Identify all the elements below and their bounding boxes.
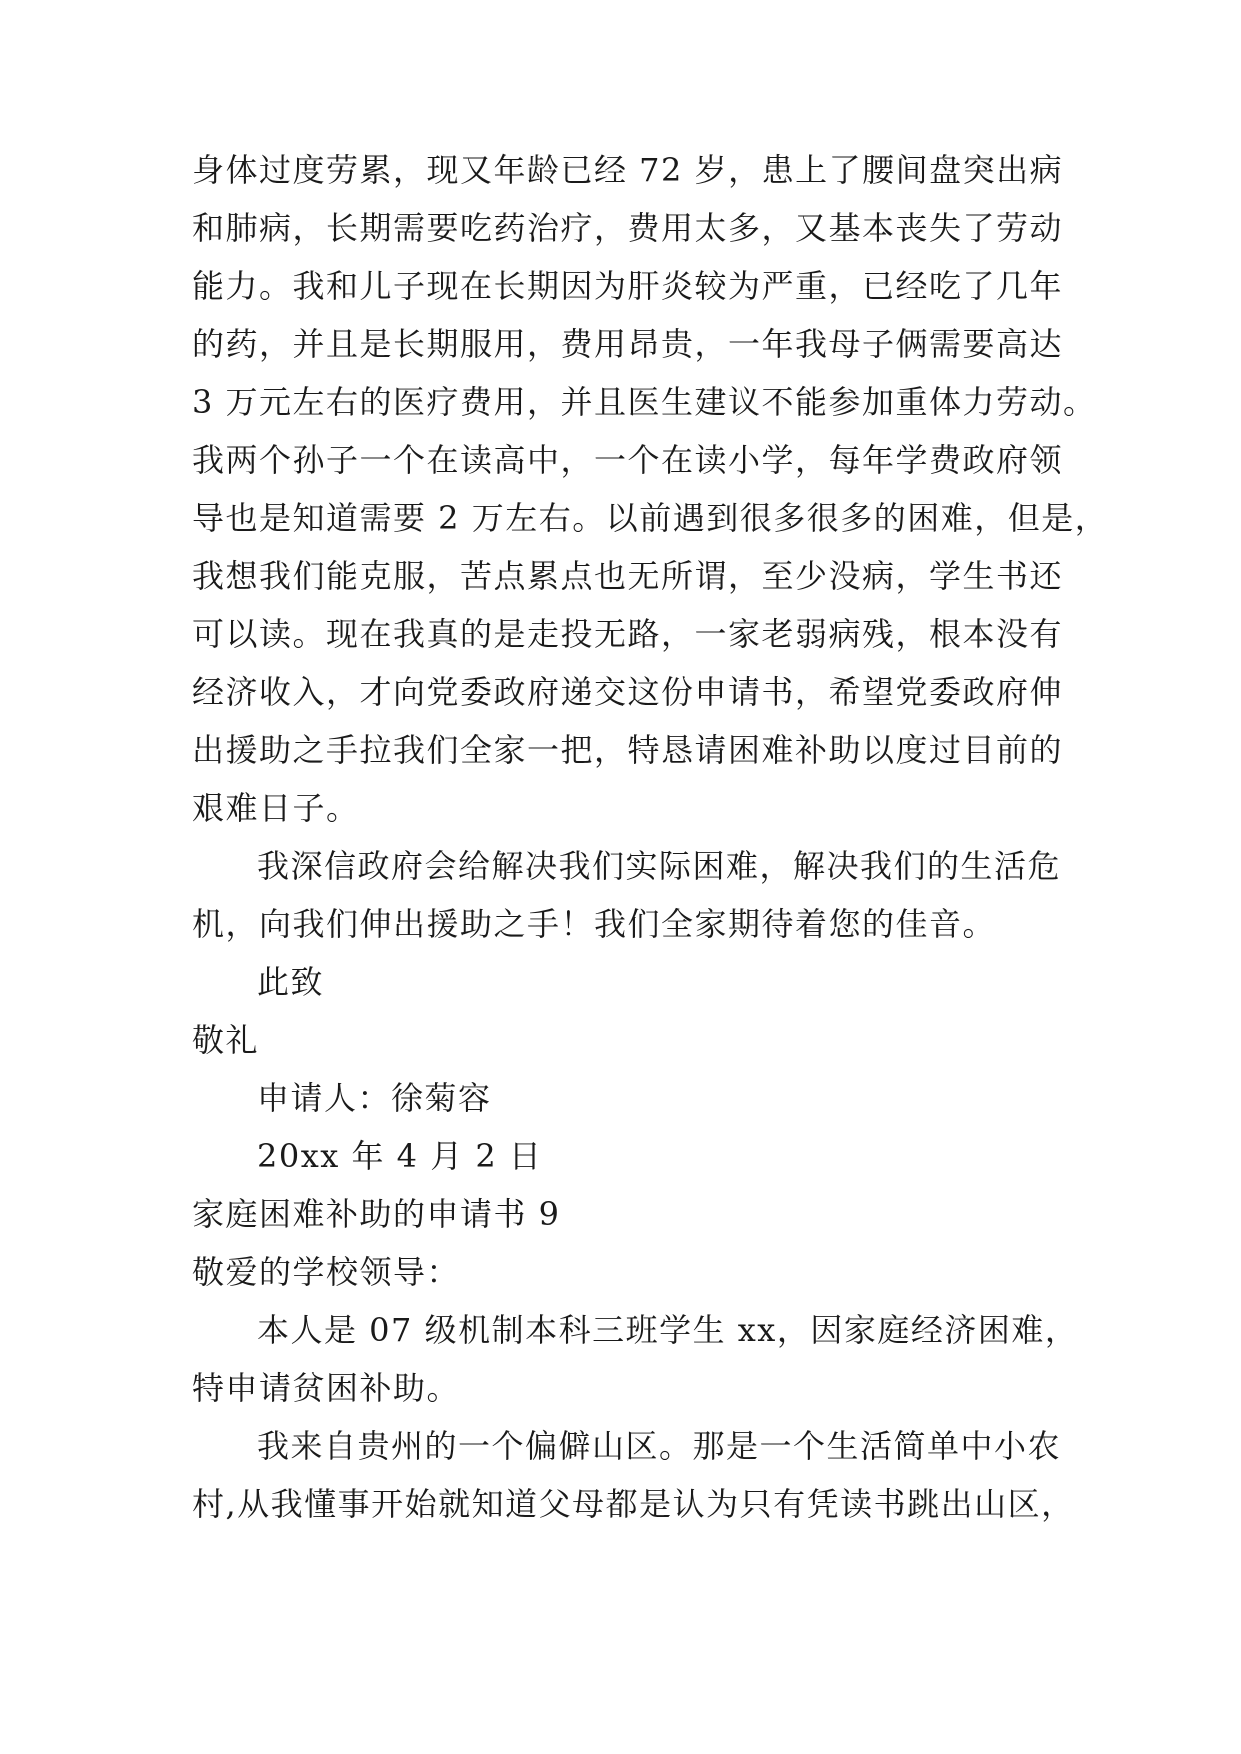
paragraph-line: 我来自贵州的一个偏僻山区。那是一个生活简单中小农: [257, 1427, 1062, 1465]
date-line: 20xx 年 4 月 2 日: [257, 1137, 543, 1175]
paragraph-line: 本人是 07 级机制本科三班学生 xx，因家庭经济困难，: [257, 1311, 1079, 1349]
paragraph-line: 可以读。现在我真的是走投无路，一家老弱病残，根本没有: [192, 615, 1064, 653]
section-title: 家庭困难补助的申请书 9: [192, 1195, 561, 1233]
paragraph-line: 和肺病，长期需要吃药治疗，费用太多，又基本丧失了劳动: [192, 209, 1064, 247]
paragraph-line: 的药，并且是长期服用，费用昂贵，一年我母子俩需要高达: [192, 325, 1064, 363]
salutation-line: 敬礼: [192, 1021, 260, 1059]
paragraph-line: 身体过度劳累，现又年龄已经 72 岁，患上了腰间盘突出病: [192, 151, 1064, 189]
greeting-line: 敬爱的学校领导：: [192, 1253, 461, 1291]
salutation-line: 此致: [257, 963, 325, 1001]
paragraph-line: 村,从我懂事开始就知道父母都是认为只有凭读书跳出山区，: [192, 1485, 1075, 1523]
paragraph-line: 我深信政府会给解决我们实际困难，解决我们的生活危: [257, 847, 1062, 885]
paragraph-line: 我两个孙子一个在读高中，一个在读小学，每年学费政府领: [192, 441, 1064, 479]
paragraph-line: 3 万元左右的医疗费用，并且医生建议不能参加重体力劳动。: [192, 383, 1097, 421]
paragraph-line: 能力。我和儿子现在长期因为肝炎较为严重，已经吃了几年: [192, 267, 1064, 305]
paragraph-line: 出援助之手拉我们全家一把，特恳请困难补助以度过目前的: [192, 731, 1064, 769]
paragraph-line: 艰难日子。: [192, 789, 360, 827]
paragraph-line: 我想我们能克服，苦点累点也无所谓，至少没病，学生书还: [192, 557, 1064, 595]
paragraph-line: 机，向我们伸出援助之手！我们全家期待着您的佳音。: [192, 905, 997, 943]
paragraph-line: 经济收入，才向党委政府递交这份申请书，希望党委政府伸: [192, 673, 1064, 711]
paragraph-line: 特申请贫困补助。: [192, 1369, 461, 1407]
paragraph-line: 导也是知道需要 2 万左右。以前遇到很多很多的困难，但是，: [192, 499, 1109, 537]
applicant-line: 申请人：徐菊容: [257, 1079, 492, 1117]
